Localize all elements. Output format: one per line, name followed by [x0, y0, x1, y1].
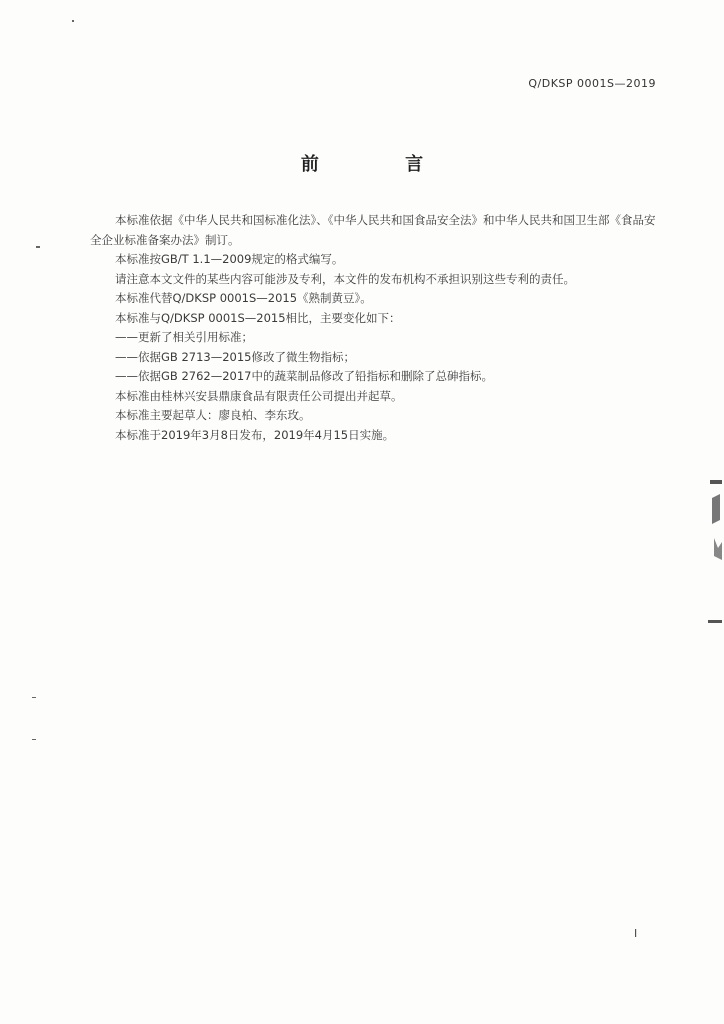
page-title: 前 言: [300, 154, 464, 175]
paragraph-format: 本标准按GB/T 1.1—2009规定的格式编写。: [115, 252, 344, 266]
seal-fragment-mark: [702, 480, 722, 630]
paragraph-proposer: 本标准由桂林兴安县鼎康食品有限责任公司提出并起草。: [115, 388, 403, 403]
change-item: ——更新了相关引用标准；: [115, 330, 253, 344]
paragraph-basis: 本标准依据《中华人民共和国标准化法》、《中华人民共和国食品安全法》和中华人民共和国卫生部《食品安全企业标准备案办法》制订。: [90, 213, 656, 247]
paragraph-patent: 请注意本文文件的某些内容可能涉及专利，本文件的发布机构不承担识别这些专利的责任。: [115, 271, 575, 286]
standard-code: Q/DKSP 0001S—2019: [528, 77, 656, 90]
scan-speck: [32, 739, 36, 740]
scan-speck: [36, 246, 40, 248]
page-number: I: [634, 927, 638, 940]
paragraph-changes-intro: 本标准与Q/DKSP 0001S—2015相比，主要变化如下：: [115, 310, 401, 325]
paragraph-drafters: 本标准主要起草人：廖良柏、李东玫。: [115, 408, 311, 422]
scan-speck: [32, 697, 36, 698]
scan-speck: [72, 20, 74, 22]
paragraph-dates: 本标准于2019年3月8日发布，2019年4月15日实施。: [115, 427, 395, 442]
change-item: ——依据GB 2713—2015修改了微生物指标；: [115, 349, 355, 364]
paragraph-replaces: 本标准代替Q/DKSP 0001S—2015《熟制黄豆》。: [115, 291, 372, 305]
preface-body: [90, 211, 660, 445]
change-item: ——依据GB 2762—2017中的蔬菜制品修改了铅指标和删除了总砷指标。: [115, 369, 493, 383]
